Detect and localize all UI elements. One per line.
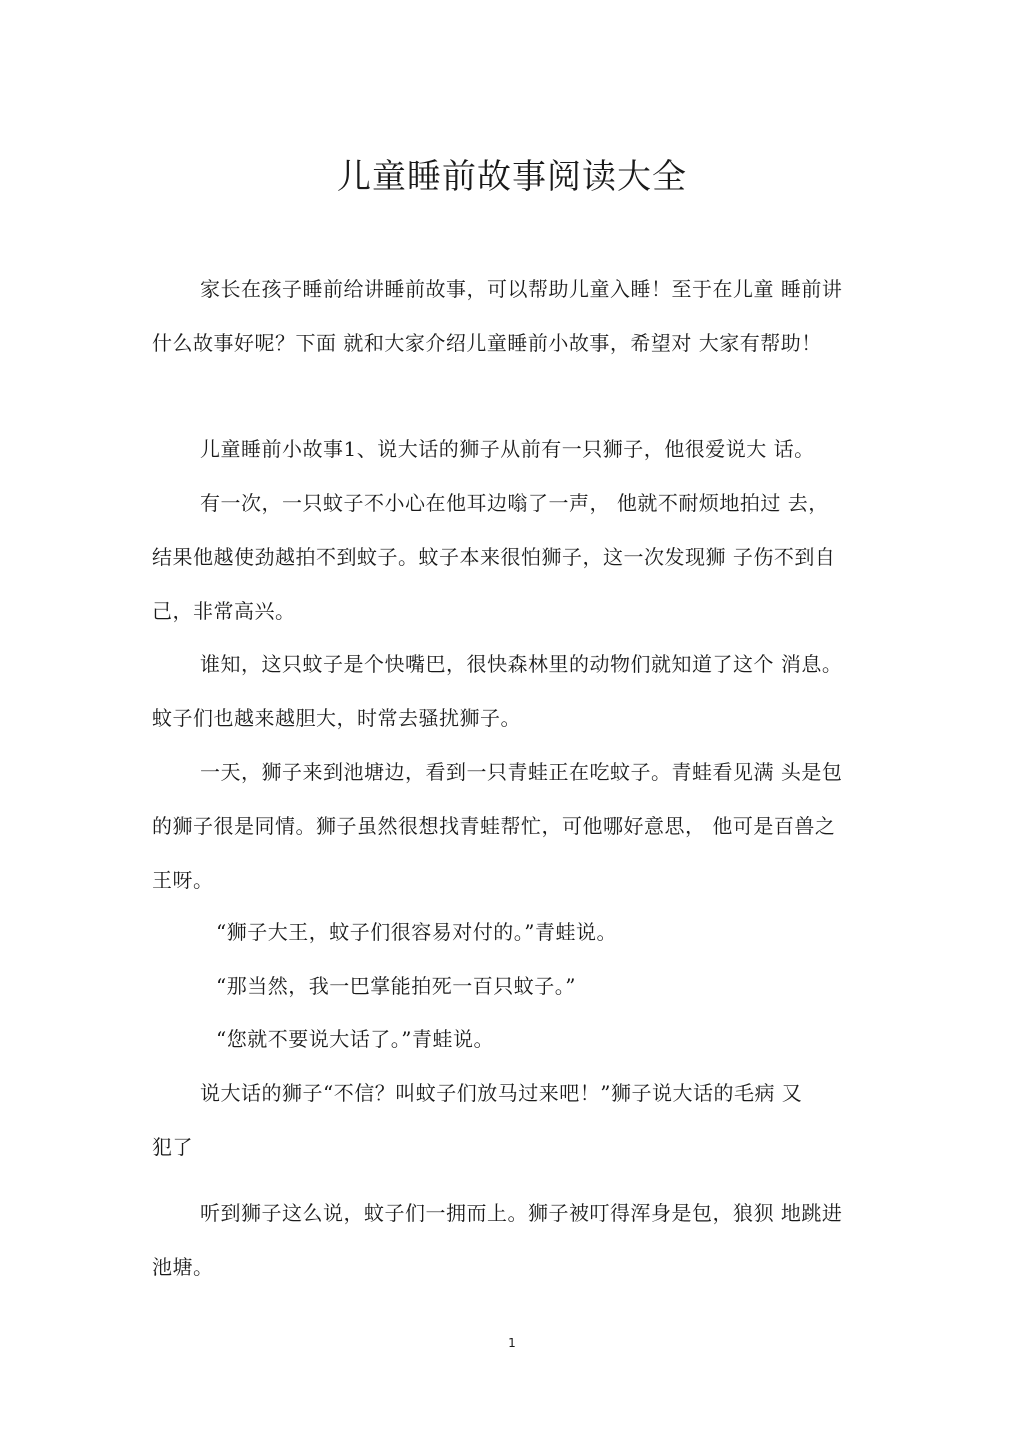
dialogue-line: “您就不要说大话了。”青蛙说。 [216,1027,494,1051]
paragraph-line: 谁知，这只蚊子是个快嘴巴，很快森林里的动物们就知道了这个 消息。 [200,652,843,676]
paragraph-line: 结果他越使劲越拍不到蚊子。蚊子本来很怕狮子，这一次发现狮 子伤不到自 [152,545,836,569]
paragraph-line: 王呀。 [152,868,214,892]
paragraph-line: 什么故事好呢？下面 就和大家介绍儿童睡前小故事，希望对 大家有帮助！ [152,331,822,355]
page-number: 1 [508,1336,516,1350]
paragraph-line: 蚊子们也越来越胆大，时常去骚扰狮子。 [152,706,521,730]
paragraph-line: 说大话的狮子“不信？叫蚊子们放马过来吧！”狮子说大话的毛病 又 [200,1081,803,1105]
paragraph-line: 有一次，一只蚊子不小心在他耳边嗡了一声， 他就不耐烦地拍过 去， [200,491,829,515]
paragraph-line: 儿童睡前小故事1、说大话的狮子从前有一只狮子，他很爱说大 话。 [200,437,815,461]
page-title: 儿童睡前故事阅读大全 [337,157,687,197]
paragraph-line: 一天，狮子来到池塘边，看到一只青蛙正在吃蚊子。青蛙看见满 头是包 [200,760,843,784]
paragraph-line: 己，非常高兴。 [152,599,296,623]
dialogue-line: “狮子大王，蚊子们很容易对付的。”青蛙说。 [216,920,617,944]
dialogue-line: “那当然，我一巴掌能拍死一百只蚊子。” [216,974,576,998]
paragraph-line: 家长在孩子睡前给讲睡前故事，可以帮助儿童入睡！至于在儿童 睡前讲 [200,277,843,301]
paragraph-line: 听到狮子这么说，蚊子们一拥而上。狮子被叮得浑身是包，狼狈 地跳进 [200,1201,843,1225]
paragraph-line: 的狮子很是同情。狮子虽然很想找青蛙帮忙，可他哪好意思， 他可是百兽之 [152,814,836,838]
paragraph-line: 池塘。 [152,1255,214,1279]
paragraph-line: 犯了 [152,1135,193,1159]
